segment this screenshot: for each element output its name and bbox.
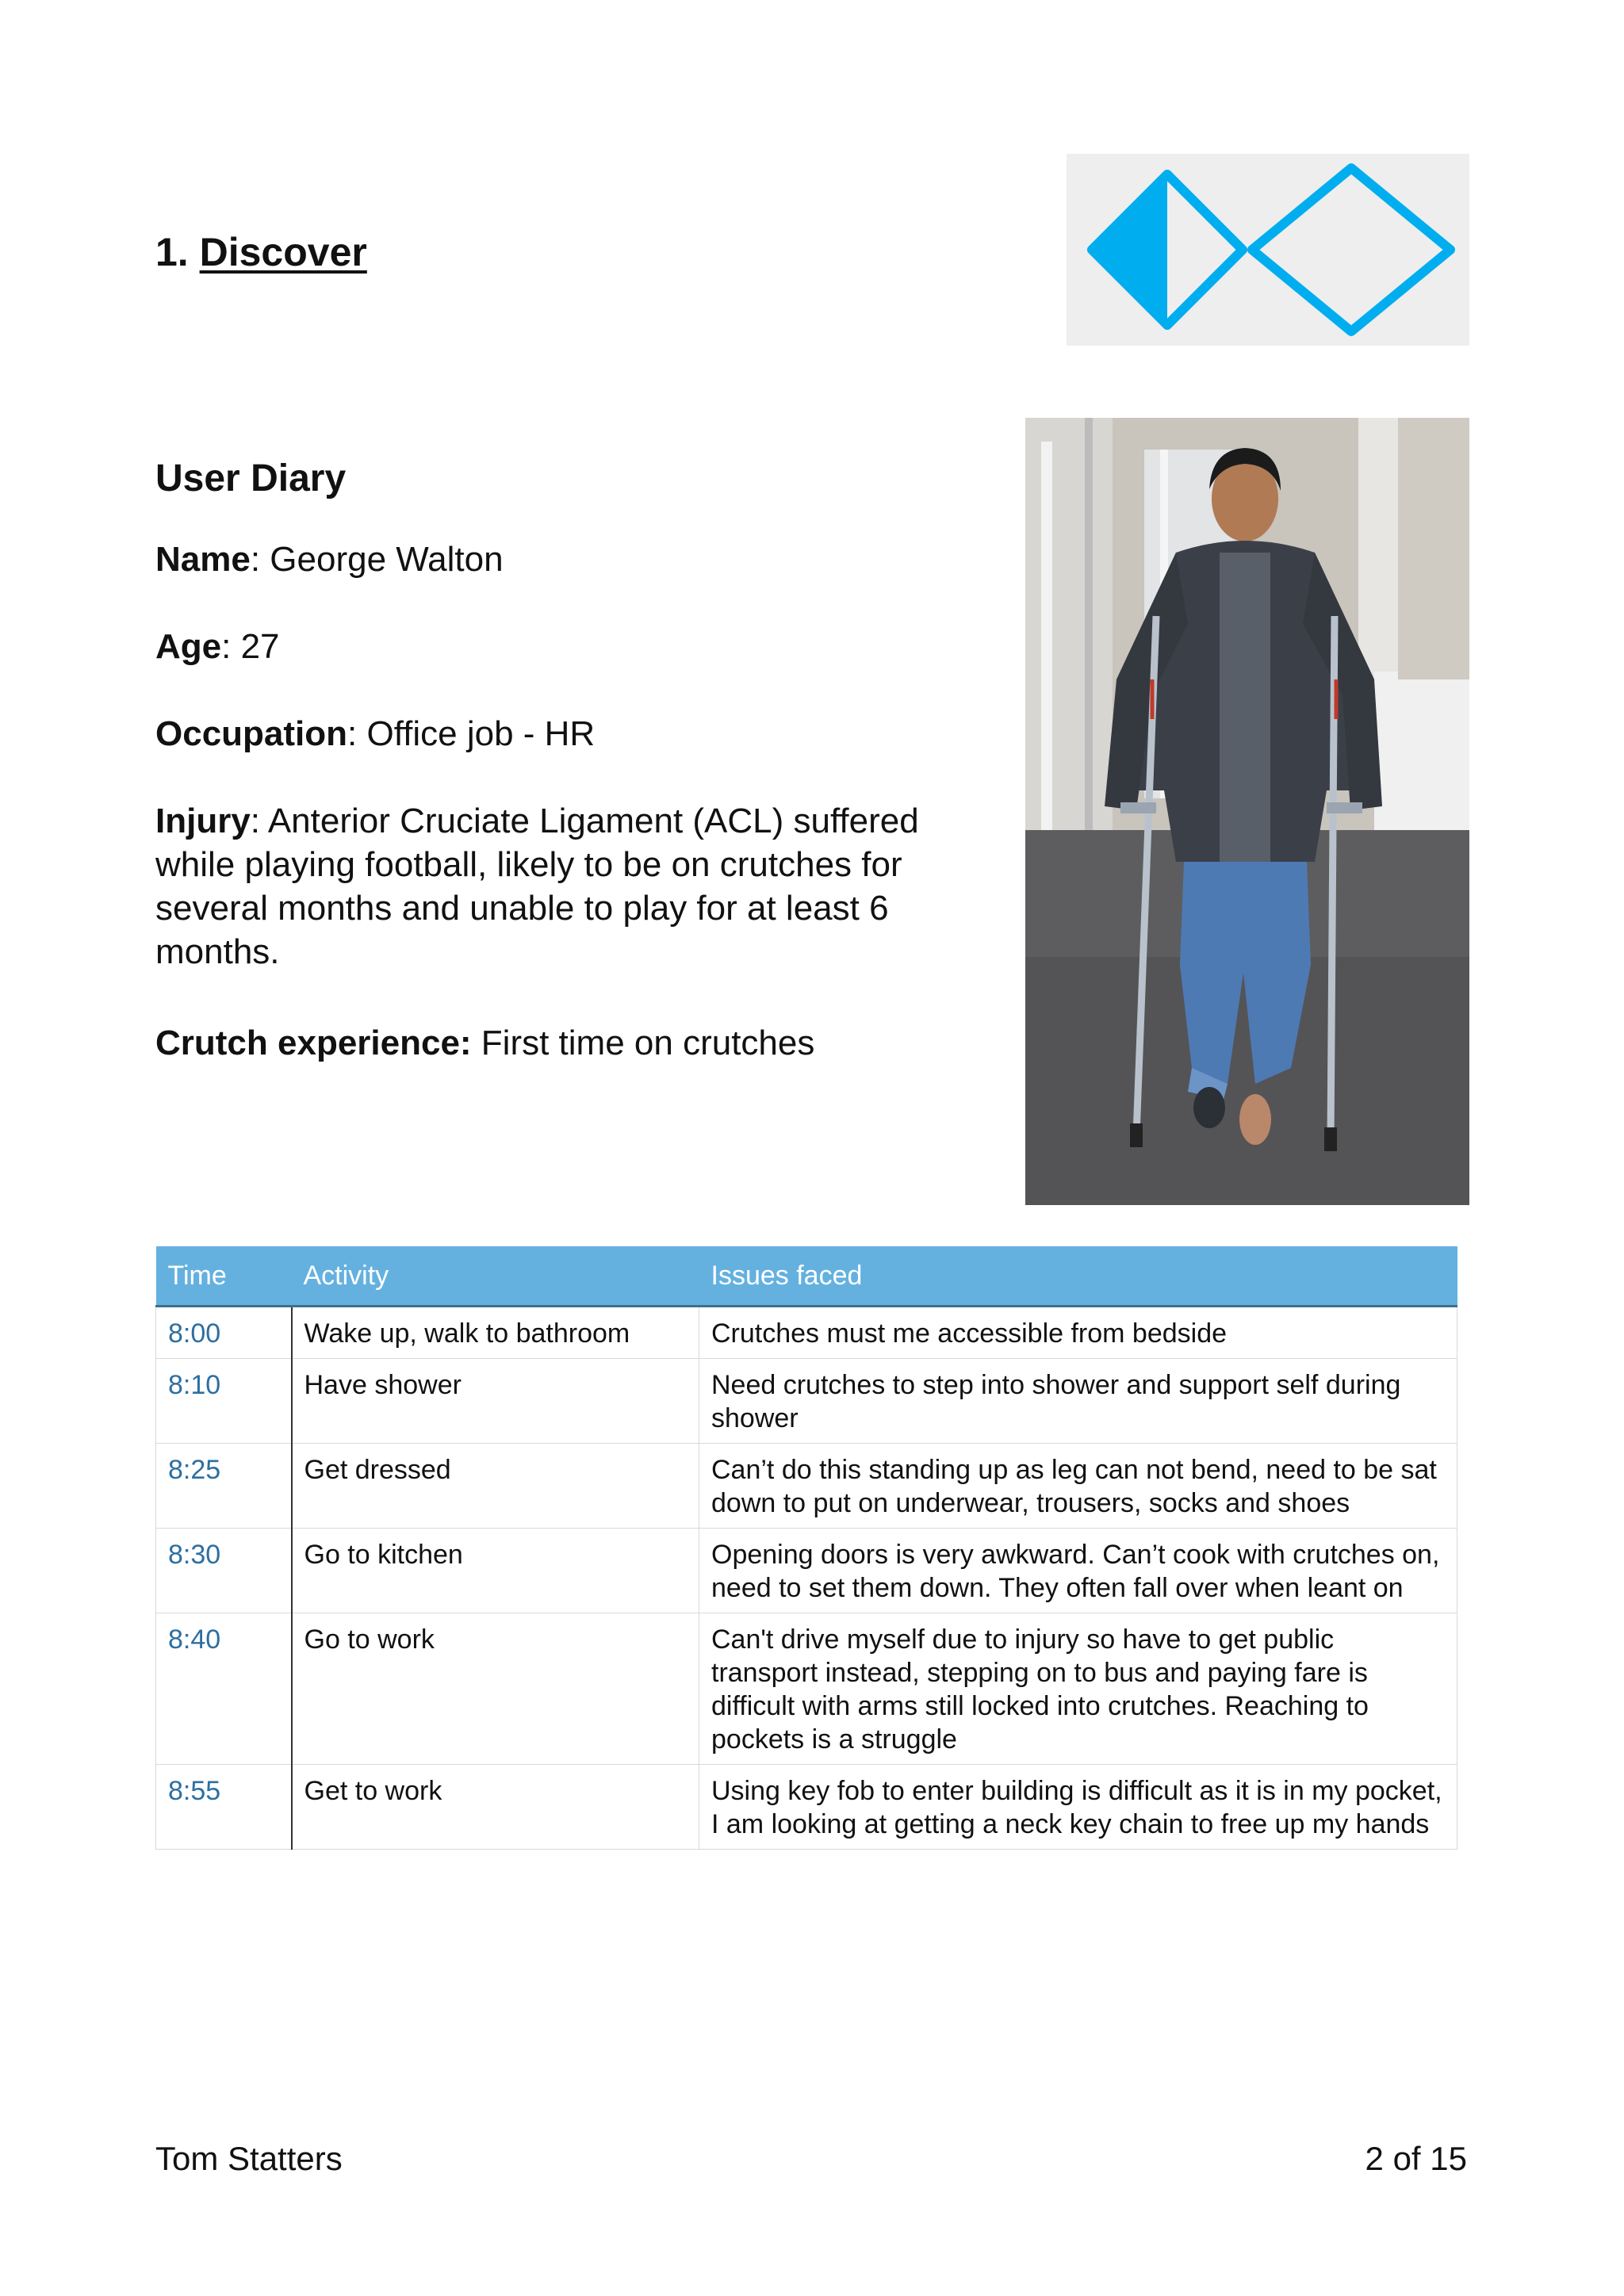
field-label: Injury	[155, 802, 251, 840]
cell-issues: Can’t do this standing up as leg can not bend, need to be sat down to put on underwear, trousers, socks and shoes	[699, 1444, 1457, 1529]
column-header-issues: Issues faced	[699, 1246, 1457, 1307]
cell-activity: Have shower	[292, 1359, 699, 1444]
cell-issues: Need crutches to step into shower and support self during shower	[699, 1359, 1457, 1444]
field-value: : Office job - HR	[347, 714, 596, 753]
column-header-time: Time	[156, 1246, 292, 1307]
field-label: Crutch experience:	[155, 1024, 472, 1062]
footer-author: Tom Statters	[155, 2140, 343, 2177]
person-on-crutches-photo-icon	[1025, 418, 1469, 1205]
cell-activity: Go to work	[292, 1613, 699, 1765]
field-age	[155, 625, 948, 668]
cell-activity: Go to kitchen	[292, 1529, 699, 1613]
field-label: Occupation	[155, 714, 348, 753]
table-row	[156, 1444, 1457, 1529]
table-row	[156, 1307, 1457, 1359]
cell-activity: Get to work	[292, 1765, 699, 1850]
cell-activity: Wake up, walk to bathroom	[292, 1307, 699, 1359]
table-row	[156, 1529, 1457, 1613]
field-name	[155, 538, 948, 581]
table-header-row	[156, 1246, 1457, 1307]
cell-issues: Opening doors is very awkward. Can’t cook with crutches on, need to set them down. They often fall over when leant on	[699, 1529, 1457, 1613]
section-title	[155, 227, 367, 277]
section-title-link[interactable]: Discover	[199, 230, 367, 274]
cell-time: 8:40	[156, 1613, 292, 1765]
column-header-activity: Activity	[292, 1246, 699, 1307]
field-crutch-experience	[155, 1021, 948, 1065]
footer-page-number: 2 of 15	[1365, 2140, 1467, 2177]
cell-time: 8:00	[156, 1307, 292, 1359]
table-row	[156, 1613, 1457, 1765]
table-row	[156, 1359, 1457, 1444]
user-diary-heading: User Diary	[155, 457, 347, 499]
cell-issues: Crutches must me accessible from bedside	[699, 1307, 1457, 1359]
field-value: : 27	[221, 627, 280, 666]
table-row	[156, 1765, 1457, 1850]
field-label: Name	[155, 540, 251, 579]
section-number: 1.	[155, 230, 189, 274]
cell-time: 8:55	[156, 1765, 292, 1850]
diary-table	[155, 1246, 1457, 1850]
field-value: First time on crutches	[471, 1024, 815, 1062]
field-value: : George Walton	[250, 540, 504, 579]
cell-time: 8:10	[156, 1359, 292, 1444]
field-label: Age	[155, 627, 222, 666]
field-occupation	[155, 712, 948, 756]
cell-time: 8:30	[156, 1529, 292, 1613]
cell-time: 8:25	[156, 1444, 292, 1529]
field-value: : Anterior Cruciate Ligament (ACL) suffered while playing football, likely to be on crutches for several months and unable to play for at least 6 months.	[155, 802, 919, 971]
cell-issues: Using key fob to enter building is difficult as it is in my pocket, I am looking at getting a neck key chain to free up my hands	[699, 1765, 1457, 1850]
field-injury	[155, 799, 948, 974]
double-diamond-logo-icon	[1067, 154, 1469, 346]
cell-issues: Can't drive myself due to injury so have to get public transport instead, stepping on to bus and paying fare is difficult with arms still locked into crutches. Reaching to pockets is a struggle	[699, 1613, 1457, 1765]
cell-activity: Get dressed	[292, 1444, 699, 1529]
